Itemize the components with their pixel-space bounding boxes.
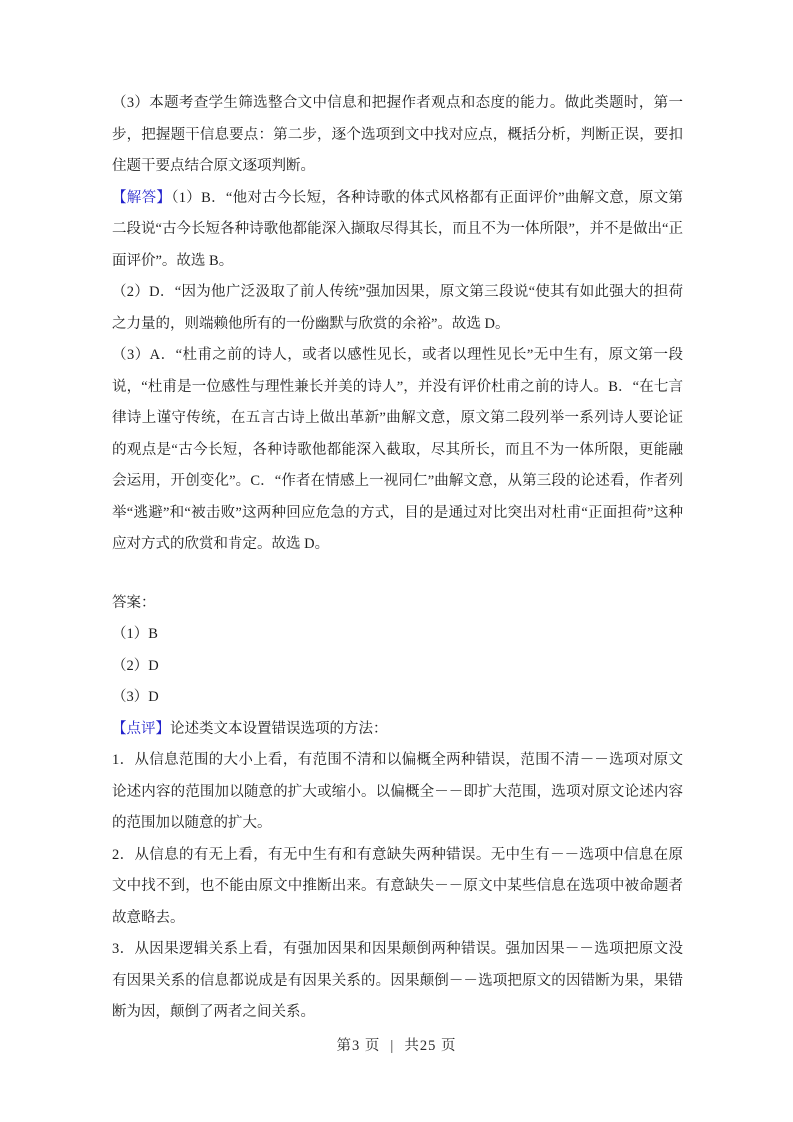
answer-item-1: （1）B [112, 626, 158, 642]
comment-point-3: 3．从因果逻辑关系上看，有强加因果和因果颠倒两种错误。强加因果－－选项把原文没有因果关系的信息都说成是有因果关系的。因果颠倒－－选项把原文的因错断为果，果错断为因，颠倒了两者之间关系。 [112, 941, 683, 1020]
blank-line-spacer [112, 561, 683, 588]
comment-point-2: 2．从信息的有无上看，有无中生有和有意缺失两种错误。无中生有－－选项中信息在原文中找不到，也不能由原文中推断出来。有意缺失－－原文中某些信息在选项中被命题者故意略去。 [112, 846, 683, 926]
explanation-answer-1-text: （1）B．“他对古今长短，各种诗歌的体式风格都有正面评价”曲解文意，原文第二段说“古今长短各种诗歌他都能深入撷取尽得其长，而且不为一体所限”，并不是做出“正面评价”。故选 B。 [112, 189, 684, 269]
paragraph-explanation-1 [112, 183, 683, 278]
comment-intro-text: 论述类文本设置错误选项的方法： [170, 720, 388, 737]
document-content [112, 88, 683, 1029]
paragraph-explanation-3: （3）A．“杜甫之前的诗人，或者以感性见长，或者以理性见长”无中生有，原文第一段说，“杜甫是一位感性与理性兼长并美的诗人”，并没有评价杜甫之前的诗人。B．“在七言律诗上谨守传统，在五言古诗上做出革新”曲解文意，原文第二段列举一系列诗人要论证的观点是“古今长短，各种诗歌他都能深入截取，尽其所长，而且不为一体所限，更能融会运用，开创变化”。C．“作者在情感上一视同仁”曲解文意，从第三段的论述看，作者列举“逃避”和“被击败”这两种回应危急的方式，目的是通过对比突出对杜甫“正面担荷”这种应对方式的欣赏和肯定。故选 D。 [112, 347, 683, 552]
comment-label: 【点评】 [112, 720, 170, 737]
paragraph-question3-analysis: （3）本题考查学生筛选整合文中信息和把握作者观点和态度的能力。做此类题时，第一步，把握题干信息要点：第二步，逐个选项到文中找对应点，概括分析，判断正误，要扣住题干要点结合原文逐项判断。 [112, 95, 683, 174]
answers-heading: 答案： [112, 594, 156, 611]
page-footer [0, 1034, 793, 1055]
answer-item-2: （2）D [112, 657, 159, 674]
paragraph-explanation-2: （2）D．“因为他广泛汲取了前人传统”强加因果，原文第三段说“使其有如此强大的担荷之力量的，则端赖他所有的一份幽默与欣赏的余裕”。故选 D。 [112, 284, 683, 332]
footer-current-page: 第3 页 [336, 1038, 381, 1054]
footer-total-pages: 共25 页 [404, 1038, 457, 1054]
comment-point-1: 1．从信息范围的大小上看，有范围不清和以偏概全两种错误，范围不清－－选项对原文论述内容的范围加以随意的扩大或缩小。以偏概全－－即扩大范围，选项对原文论述内容的范围加以随意的扩大。 [112, 752, 683, 831]
paragraph-comment-intro [112, 714, 683, 746]
answer-item-3: （3）D [112, 689, 159, 705]
explain-label: 【解答】 [112, 189, 172, 206]
footer-separator: | [390, 1038, 395, 1054]
